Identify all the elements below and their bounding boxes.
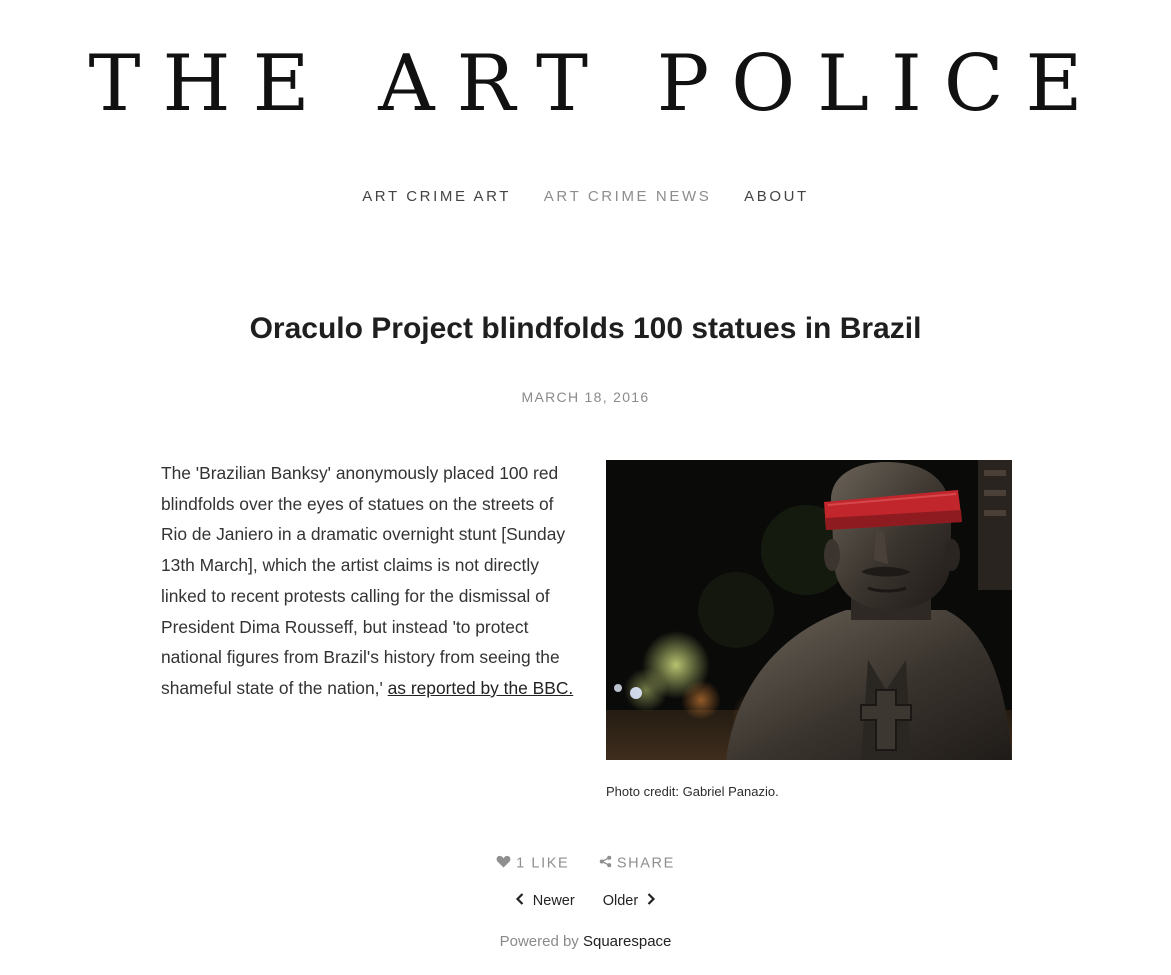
newer-label: Newer: [532, 893, 575, 909]
post-title[interactable]: Oraculo Project blindfolds 100 statues in Brazil: [249, 312, 922, 345]
like-count-label: 1 LIKE: [516, 855, 570, 872]
bbc-report-link[interactable]: as reported by the BBC.: [387, 677, 574, 698]
squarespace-link[interactable]: Squarespace: [582, 933, 672, 950]
nav-item-about[interactable]: ABOUT: [744, 188, 809, 205]
powered-by-prefix: Powered by: [499, 933, 583, 950]
post-body-text: The 'Brazilian Banksy' anonymously placed 100 red blindfolds over the eyes of statues on the streets of Rio de Janiero in a dramatic overnight stunt [Sunday 13th March], which the artist claims is not directly linked to recent protests calling for the dismissal of President Dima Rousseff, but instead 'to protect national figures from Brazil's history from seeing the shameful state of the nation,': [161, 463, 566, 698]
post-actions: [0, 855, 1171, 872]
share-icon: [599, 855, 612, 872]
share-label: SHARE: [616, 855, 675, 872]
site-title[interactable]: THE ART POLICE: [88, 39, 1105, 129]
chevron-right-icon: [646, 893, 656, 909]
post-body: [161, 458, 581, 704]
older-post-link[interactable]: [603, 893, 657, 909]
statue-photo: [606, 460, 1012, 760]
share-button[interactable]: [599, 855, 675, 872]
photo-caption: Photo credit: Gabriel Panazio.: [606, 784, 779, 799]
nav-item-art-crime-art[interactable]: ART CRIME ART: [362, 188, 512, 205]
heart-icon: [496, 855, 511, 872]
older-label: Older: [602, 893, 639, 909]
main-nav: [0, 186, 1171, 208]
powered-by-footer: [0, 933, 1171, 950]
chevron-left-icon: [515, 893, 525, 909]
post-pagination: [0, 893, 1171, 909]
like-button[interactable]: [496, 855, 569, 872]
newer-post-link[interactable]: [515, 893, 575, 909]
nav-item-art-crime-news[interactable]: ART CRIME NEWS: [543, 188, 712, 205]
post-date[interactable]: MARCH 18, 2016: [521, 389, 650, 405]
